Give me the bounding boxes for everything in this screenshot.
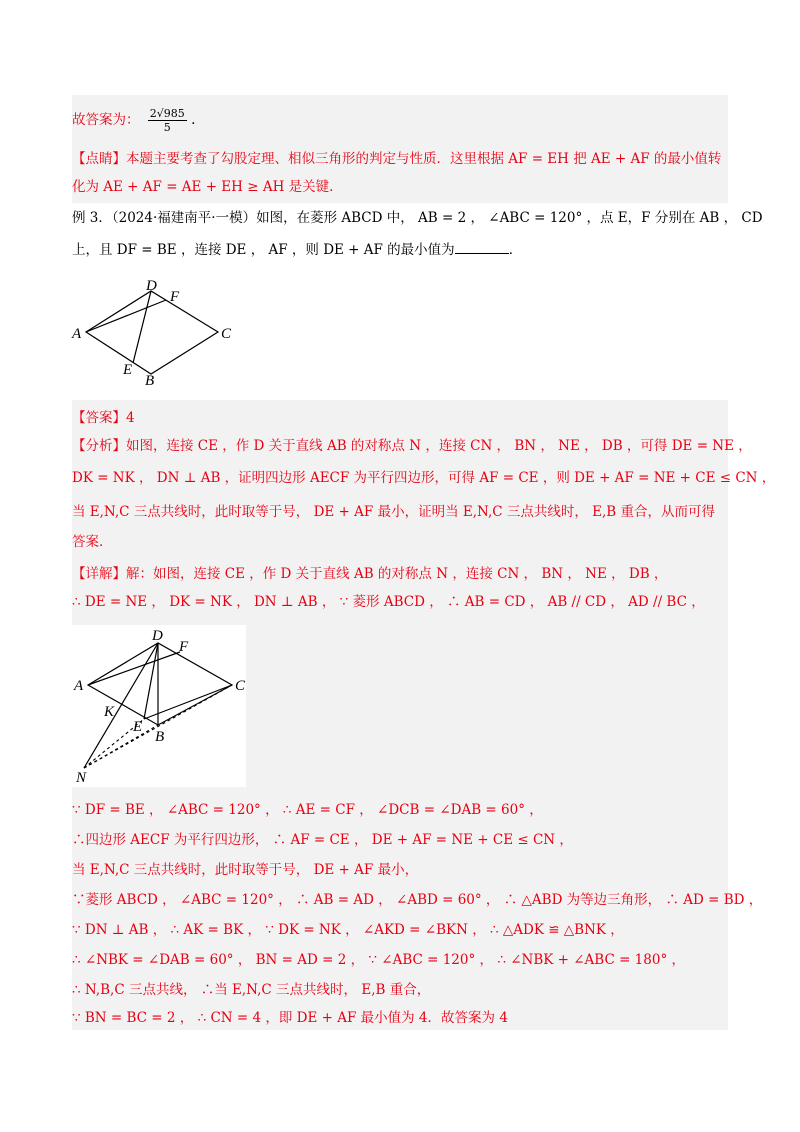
comment-line-1 bbox=[72, 149, 721, 169]
rhombus-figure-2 bbox=[72, 625, 246, 787]
comment-text-1: 本题主要考查了勾股定理、相似三角形的判定与性质．这里根据 AF = EH 把 AE + AF 的最小值转 bbox=[126, 151, 722, 167]
label-f-2: F bbox=[179, 639, 189, 655]
label-d-2: D bbox=[152, 628, 163, 644]
answer-tail: . bbox=[191, 112, 196, 128]
answer-blank bbox=[455, 241, 509, 254]
analysis-line-2: DK = NK ， DN ⊥ AB ，证明四边形 AECF 为平行四边形，可得 AF = CE ，则 DE + AF = NE + CE ≤ CN ， bbox=[72, 470, 776, 486]
solution-line-7: ∴ N,B,C 三点共线， ∴当 E,N,C 三点共线时， E,B 重合， bbox=[72, 982, 431, 998]
label-a-2: A bbox=[74, 678, 84, 694]
answer-line bbox=[72, 107, 195, 134]
label-a: A bbox=[72, 326, 82, 342]
solution-block bbox=[72, 400, 776, 1030]
label-c-2: C bbox=[235, 678, 246, 694]
solution-line-8: ∵ BN = BC = 2 ， ∴ CN = 4 ，即 DE + AF 最小值为 4．故答案为 4 bbox=[72, 1010, 508, 1026]
analysis-line-1: 【分析】如图，连接 CE ，作 D 关于直线 AB 的对称点 N ，连接 CN ， BN ， NE ， DB ，可得 DE = NE ， bbox=[72, 438, 752, 454]
detail-line-1: 【详解】解：如图，连接 CE ，作 D 关于直线 AB 的对称点 N ，连接 CN ， BN ， NE ， DB ， bbox=[72, 566, 668, 582]
example-line-2-text: 上，且 DF = BE ，连接 DE ， AF ，则 DE + AF 的最小值为 bbox=[72, 242, 455, 258]
previous-answer-block bbox=[72, 95, 728, 203]
segment-af bbox=[86, 300, 166, 332]
solution-line-2: ∴四边形 AECF 为平行四边形， ∴ AF = CE ， DE + AF = NE + CE ≤ CN ， bbox=[72, 832, 573, 848]
analysis-line-3: 当 E,N,C 三点共线时，此时取等于号， DE + AF 最小，证明当 E,N,C 三点共线时， E,B 重合，从而可得 bbox=[72, 504, 716, 520]
label-c: C bbox=[221, 326, 232, 342]
solution-line-6: ∴ ∠NBK = ∠DAB = 60° ， BN = AD = 2 ， ∵ ∠ABC = 120° ， ∴ ∠NBK + ∠ABC = 180° ， bbox=[72, 952, 685, 968]
segment-de bbox=[133, 291, 151, 363]
rhombus-figure-1 bbox=[66, 280, 246, 390]
comment-line-2: 化为 AE + AF = AE + EH ≥ AH 是关键． bbox=[72, 179, 343, 195]
label-b: B bbox=[145, 373, 155, 389]
label-n-2: N bbox=[76, 770, 87, 786]
answer-fraction bbox=[148, 107, 187, 134]
label-f: F bbox=[170, 289, 180, 305]
label-d: D bbox=[146, 280, 157, 294]
label-e: E bbox=[123, 362, 133, 378]
solution-line-3: 当 E,N,C 三点共线时，此时取等于号， DE + AF 最小， bbox=[72, 862, 419, 878]
example-line-2 bbox=[72, 240, 522, 260]
answer-label: 【答案】4 bbox=[72, 410, 135, 426]
detail-line-2: ∴ DE = NE ， DK = NK ， DN ⊥ AB ， ∵ 菱形 ABCD ， ∴ AB = CD ， AB // CD ， AD // BC ， bbox=[72, 594, 705, 610]
comment-tag: 【点睛】 bbox=[72, 151, 126, 167]
example-line-2-end: ． bbox=[508, 242, 523, 258]
fraction-denominator: 5 bbox=[163, 121, 171, 134]
example-line-1: 例 3．（2024·福建南平·一模）如图，在菱形 ABCD 中， AB = 2 ， ∠ABC = 120° ，点 E，F 分别在 AB ， CD bbox=[72, 210, 763, 226]
solution-line-4: ∵菱形 ABCD ， ∠ABC = 120° ， ∴ AB = AD ， ∠ABD = 60° ， ∴ △ABD 为等边三角形， ∴ AD = BD ， bbox=[72, 892, 763, 908]
answer-prefix: 故答案为： bbox=[72, 112, 140, 128]
rhombus-abcd bbox=[86, 291, 218, 374]
fraction-numerator: 2√985 bbox=[149, 107, 185, 120]
label-k-2: K bbox=[104, 704, 115, 720]
solution-line-5: ∵ DN ⊥ AB ， ∴ AK = BK ， ∵ DK = NK ， ∠AKD = ∠BKN ， ∴ △ADK ≌ △BNK ， bbox=[72, 922, 624, 938]
solution-line-1: ∵ DF = BE ， ∠ABC = 120° ， ∴ AE = CF ， ∠DCB = ∠DAB = 60° ， bbox=[72, 802, 543, 818]
analysis-line-4: 答案． bbox=[72, 534, 113, 550]
label-b-2: B bbox=[155, 729, 165, 745]
label-e-2: E bbox=[133, 719, 143, 735]
